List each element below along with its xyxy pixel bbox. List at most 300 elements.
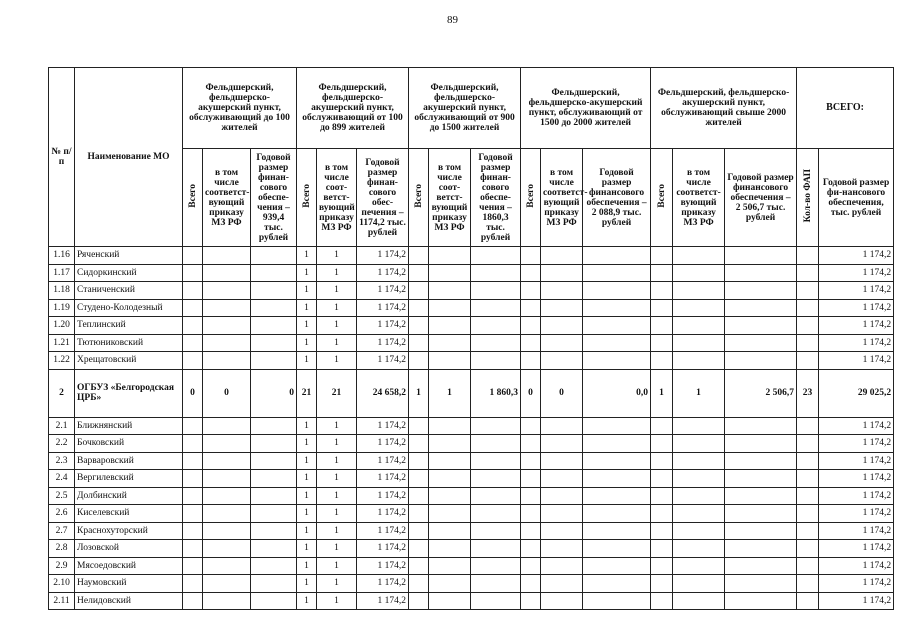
table-row [49,557,894,575]
row-cell [583,575,651,593]
row-cell [521,522,541,540]
row-cell [521,470,541,488]
row-cell [409,540,429,558]
header-annual-2: Годовой размер финан-сового обес-печения – 1174,2 тыс. рублей [357,149,409,247]
row-cell [203,417,251,435]
row-cell: 1 [317,317,357,335]
row-name: Ближнянский [75,417,183,435]
row-name: Наумовский [75,575,183,593]
row-cell [673,540,725,558]
row-cell [725,264,797,282]
row-cell [409,352,429,370]
table-row [49,334,894,352]
row-cell [471,299,521,317]
row-cell [429,352,471,370]
row-cell [203,352,251,370]
row-number: 1.22 [49,352,75,370]
row-cell [797,452,819,470]
row-cell: 1 174,2 [357,352,409,370]
row-cell: 1 174,2 [357,264,409,282]
row-cell [673,352,725,370]
row-cell [725,352,797,370]
row-cell [583,352,651,370]
row-cell [651,592,673,610]
row-cell [673,470,725,488]
row-cell: 1 174,2 [357,487,409,505]
row-cell [521,435,541,453]
row-cell [471,522,521,540]
table-row [49,369,894,417]
row-cell: 1 174,2 [357,575,409,593]
row-cell [725,417,797,435]
row-cell [725,435,797,453]
row-cell [183,435,203,453]
row-cell [797,334,819,352]
row-cell [725,470,797,488]
row-cell: 1 [297,334,317,352]
row-cell [797,575,819,593]
header-incl-3: в том числе соот-ветст-вующий приказу МЗ РФ [429,149,471,247]
header-group-5: Фельдшерский, фельдшерско-акушерский пункт, обслуживающий свыше 2000 жителей [651,68,797,149]
row-cell [541,435,583,453]
row-cell [251,417,297,435]
row-cell: 1 174,2 [357,557,409,575]
row-cell [673,522,725,540]
row-cell [651,435,673,453]
row-cell: 1 [297,282,317,300]
row-cell [541,334,583,352]
row-cell: 21 [297,369,317,417]
row-cell [409,575,429,593]
row-cell [725,592,797,610]
row-cell [521,247,541,265]
row-cell [429,435,471,453]
row-cell: 1 174,2 [819,452,894,470]
row-cell [183,470,203,488]
row-cell [797,247,819,265]
row-cell [251,505,297,523]
row-cell [521,299,541,317]
row-cell [541,487,583,505]
row-cell [471,540,521,558]
row-cell: 0 [183,369,203,417]
row-cell [583,334,651,352]
row-cell [183,522,203,540]
row-cell [471,352,521,370]
row-cell [583,505,651,523]
row-cell [797,352,819,370]
row-cell [583,299,651,317]
row-cell [725,334,797,352]
row-cell: 2 506,7 [725,369,797,417]
row-cell [583,282,651,300]
row-name: Ряченский [75,247,183,265]
row-cell [203,470,251,488]
row-cell [651,417,673,435]
row-cell [797,522,819,540]
row-cell [203,522,251,540]
row-cell [429,452,471,470]
row-name: Хрещатовский [75,352,183,370]
row-cell: 1 [297,247,317,265]
row-cell: 1 [297,505,317,523]
row-cell [429,247,471,265]
row-cell: 1 [317,557,357,575]
row-cell [409,282,429,300]
row-cell [183,317,203,335]
row-cell [583,592,651,610]
row-cell [429,557,471,575]
row-cell: 29 025,2 [819,369,894,417]
row-cell [183,334,203,352]
row-cell: 1 [317,505,357,523]
header-incl-1: в том числе соответст-вующий приказу МЗ РФ [203,149,251,247]
table-row [49,452,894,470]
row-cell [471,435,521,453]
row-cell [651,299,673,317]
row-cell [203,334,251,352]
row-cell: 1 [317,575,357,593]
row-cell [183,264,203,282]
row-cell [541,417,583,435]
row-number: 2.5 [49,487,75,505]
row-cell: 23 [797,369,819,417]
row-cell [541,522,583,540]
row-cell: 1 [317,417,357,435]
row-cell [725,247,797,265]
row-cell [429,417,471,435]
row-cell [471,470,521,488]
row-cell [583,487,651,505]
table-header [49,68,894,247]
row-cell [725,299,797,317]
row-cell [471,592,521,610]
row-cell [251,435,297,453]
row-cell [521,592,541,610]
row-cell: 0 [251,369,297,417]
row-cell [429,487,471,505]
row-cell [183,540,203,558]
row-cell: 1 [317,540,357,558]
row-cell [651,452,673,470]
row-cell: 1 [409,369,429,417]
row-cell [251,522,297,540]
row-cell [409,317,429,335]
row-cell [673,505,725,523]
table-row [49,487,894,505]
row-cell: 1 174,2 [357,334,409,352]
row-cell [183,247,203,265]
row-cell: 1 [297,317,317,335]
row-cell: 0 [541,369,583,417]
row-number: 1.16 [49,247,75,265]
row-cell [583,264,651,282]
row-cell [725,452,797,470]
row-cell: 1 [297,522,317,540]
row-cell: 1 [317,352,357,370]
row-cell: 1 174,2 [819,540,894,558]
row-cell: 1 174,2 [357,247,409,265]
row-cell: 1 [297,299,317,317]
row-cell: 0 [521,369,541,417]
header-group-3: Фельдшерский, фельдшерско-акушерский пункт, обслуживающий от 900 до 1500 жителей [409,68,521,149]
row-cell [797,417,819,435]
row-cell [429,592,471,610]
row-cell [651,557,673,575]
row-number: 2.2 [49,435,75,453]
row-cell [409,417,429,435]
row-cell [583,522,651,540]
row-cell [521,505,541,523]
header-group-1: Фельдшерский, фельдшерско-акушерский пункт, обслуживающий до 100 жителей [183,68,297,149]
row-number: 1.21 [49,334,75,352]
header-group-4: Фельдшерский, фельдшерско-акушерский пункт, обслуживающий от 1500 до 2000 жителей [521,68,651,149]
row-cell [651,505,673,523]
row-cell [429,264,471,282]
row-cell [651,352,673,370]
row-cell [725,575,797,593]
row-cell: 1 [297,575,317,593]
row-cell [583,540,651,558]
row-cell [521,487,541,505]
row-cell [541,505,583,523]
row-name: Нелидовский [75,592,183,610]
row-cell: 1 174,2 [819,264,894,282]
row-number: 2.4 [49,470,75,488]
row-cell: 1 [297,264,317,282]
table-row [49,505,894,523]
row-cell [409,435,429,453]
row-cell [251,352,297,370]
row-name: Киселевский [75,505,183,523]
row-cell: 1 174,2 [357,299,409,317]
row-cell [251,247,297,265]
row-cell [797,317,819,335]
table-row [49,317,894,335]
row-cell [471,334,521,352]
table-row [49,592,894,610]
row-cell [673,317,725,335]
row-cell [673,282,725,300]
row-cell [251,575,297,593]
row-cell [429,282,471,300]
row-cell [541,282,583,300]
row-cell [797,487,819,505]
row-cell [429,299,471,317]
row-cell [521,352,541,370]
row-cell [203,452,251,470]
row-cell: 1 174,2 [819,435,894,453]
row-cell [471,575,521,593]
row-cell [429,522,471,540]
row-cell [797,592,819,610]
row-cell [725,540,797,558]
row-cell [521,452,541,470]
row-cell [183,487,203,505]
row-cell [183,575,203,593]
row-cell [673,592,725,610]
row-cell [583,452,651,470]
row-cell: 1 [317,299,357,317]
row-cell [251,540,297,558]
row-name: Долбинский [75,487,183,505]
row-cell [521,417,541,435]
row-cell [541,247,583,265]
row-cell: 1 174,2 [819,487,894,505]
table-row [49,247,894,265]
row-cell [651,264,673,282]
row-cell [203,317,251,335]
row-cell: 1 [297,592,317,610]
row-number: 2.1 [49,417,75,435]
row-cell [673,435,725,453]
row-cell [183,592,203,610]
row-cell [251,557,297,575]
row-cell [583,247,651,265]
row-cell [521,282,541,300]
row-name: Бочковский [75,435,183,453]
header-total-2: Всего [297,149,317,247]
row-cell: 1 174,2 [357,505,409,523]
row-cell: 0,0 [583,369,651,417]
row-cell [471,317,521,335]
row-cell [251,452,297,470]
header-total-4: Всего [521,149,541,247]
row-cell [409,557,429,575]
row-cell [541,557,583,575]
row-cell: 1 [317,470,357,488]
row-cell [725,522,797,540]
row-cell [673,557,725,575]
row-cell: 1 [317,487,357,505]
row-cell [203,540,251,558]
row-cell: 1 174,2 [819,282,894,300]
row-cell: 0 [203,369,251,417]
row-cell [471,417,521,435]
row-cell [471,505,521,523]
row-cell [541,352,583,370]
row-cell: 1 174,2 [819,575,894,593]
row-cell: 1 860,3 [471,369,521,417]
row-name: Студено-Колодезный [75,299,183,317]
row-cell: 1 174,2 [357,470,409,488]
row-cell: 1 [317,334,357,352]
row-cell: 1 174,2 [357,592,409,610]
row-cell [409,299,429,317]
page-number: 89 [447,14,458,26]
row-cell: 1 [297,540,317,558]
row-number: 2 [49,369,75,417]
row-cell [651,522,673,540]
row-cell [673,334,725,352]
row-cell [541,575,583,593]
table-row [49,417,894,435]
row-cell [673,264,725,282]
row-cell [651,247,673,265]
row-cell: 1 [317,592,357,610]
row-cell [583,470,651,488]
row-cell [651,317,673,335]
row-cell: 1 174,2 [357,522,409,540]
row-cell [429,470,471,488]
row-cell [583,417,651,435]
row-cell [409,522,429,540]
row-cell [409,470,429,488]
row-cell [673,452,725,470]
row-cell [583,557,651,575]
row-name: Вергилевский [75,470,183,488]
row-number: 2.11 [49,592,75,610]
row-cell [203,575,251,593]
table-row [49,540,894,558]
row-cell: 1 174,2 [819,522,894,540]
row-cell [409,247,429,265]
row-name: Теплинский [75,317,183,335]
row-cell [651,487,673,505]
row-cell: 1 [651,369,673,417]
row-cell [541,540,583,558]
row-cell [471,487,521,505]
row-cell [521,540,541,558]
row-cell [651,575,673,593]
row-cell [251,487,297,505]
row-cell: 1 174,2 [357,452,409,470]
row-cell: 1 [317,264,357,282]
row-cell [251,592,297,610]
row-cell: 1 174,2 [819,334,894,352]
row-cell [471,264,521,282]
row-name: Сидоркинский [75,264,183,282]
row-cell [651,282,673,300]
row-cell [251,470,297,488]
row-cell: 1 [297,352,317,370]
row-cell: 1 174,2 [819,505,894,523]
row-number: 2.9 [49,557,75,575]
row-cell [203,282,251,300]
row-cell: 1 [297,487,317,505]
row-cell: 1 174,2 [357,435,409,453]
row-number: 1.17 [49,264,75,282]
table-row [49,282,894,300]
row-cell [583,435,651,453]
row-name: Варваровский [75,452,183,470]
row-cell [521,575,541,593]
row-cell [797,264,819,282]
row-cell [183,282,203,300]
table-body [49,247,894,610]
row-cell: 1 174,2 [819,317,894,335]
row-cell [797,282,819,300]
row-cell [725,557,797,575]
row-number: 2.6 [49,505,75,523]
row-cell [183,557,203,575]
header-annual-1: Годовой размер финан-сового обеспе-чения – 939,4 тыс. рублей [251,149,297,247]
row-cell: 1 [297,557,317,575]
row-name: Тютюниковский [75,334,183,352]
header-incl-4: в том числе соответст-вующий приказу МЗ РФ [541,149,583,247]
row-cell [541,592,583,610]
row-cell [797,557,819,575]
row-cell [429,575,471,593]
table-row [49,522,894,540]
row-cell [471,282,521,300]
row-cell: 24 658,2 [357,369,409,417]
header-annual-4: Годовой размер финансового обеспечения – 2 088,9 тыс. рублей [583,149,651,247]
row-cell [725,487,797,505]
row-number: 1.20 [49,317,75,335]
row-cell: 1 [673,369,725,417]
row-cell [409,592,429,610]
